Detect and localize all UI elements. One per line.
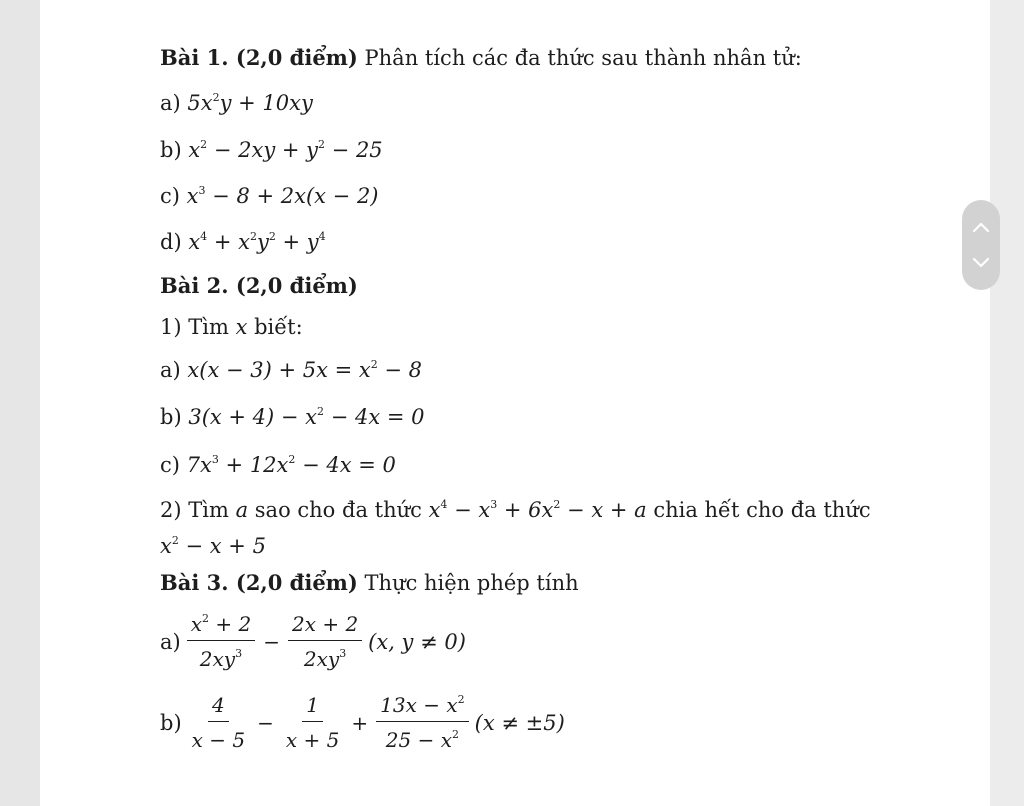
bai2-item-a [160, 357, 422, 383]
math-expression: $x^4 + x^2y^2 + y^4$ [188, 230, 326, 254]
denominator: x − 5 [191, 728, 246, 752]
bai3-item-b [160, 693, 565, 752]
numerator: $x^2 + 2$ [187, 612, 255, 641]
item-label: a) [160, 629, 181, 654]
item-label: c) [160, 184, 180, 208]
item-label: c) [160, 453, 180, 477]
item-label: b) [160, 138, 182, 162]
math-expression: $x^3 - 8 + 2x(x - 2)$ [186, 184, 379, 208]
bai2-title: Bài 2. (2,0 điểm) [160, 273, 358, 298]
item-label: d) [160, 230, 182, 254]
numerator: 2x + 2 [288, 612, 362, 641]
bai2-item-b [160, 404, 424, 430]
math-expression: $5x^2y + 10xy$ [187, 91, 313, 115]
bai2-part2-divisor [160, 533, 266, 559]
denominator: x + 5 [285, 728, 340, 752]
fraction [376, 693, 468, 752]
numerator: $13x - x^2$ [376, 693, 468, 722]
bai3-title: Bài 3. (2,0 điểm) [160, 570, 358, 595]
condition: (x, y ≠ 0) [368, 629, 466, 654]
math-expression: $x^2 - 2xy + y^2 - 25$ [188, 138, 383, 162]
math-expression: $x(x - 3) + 5x = x^2 - 8$ [187, 358, 423, 382]
bai2-heading [160, 273, 358, 299]
plus-sign: + [351, 710, 369, 735]
condition: (x ≠ ±5) [474, 710, 565, 735]
bai3-heading [160, 570, 579, 596]
bai2-part2 [160, 497, 871, 523]
math-variable: a [235, 498, 249, 522]
chevron-down-icon[interactable] [969, 251, 993, 275]
bai1-item-c [160, 183, 379, 209]
scroll-navigator [962, 200, 1000, 290]
bai3-item-a [160, 612, 466, 671]
bai2-item-c [160, 452, 396, 478]
document-page [40, 0, 990, 806]
part-label: 2) Tìm [160, 498, 229, 522]
part-suffix: biết: [254, 315, 303, 339]
chevron-up-icon[interactable] [969, 215, 993, 239]
fraction [188, 693, 249, 752]
bai1-item-b [160, 137, 383, 163]
part-label: 1) Tìm [160, 315, 229, 339]
viewer-margin [990, 0, 1024, 806]
math-expression: $x^2 - x + 5$ [160, 534, 266, 558]
denominator: $25 - x^2$ [385, 728, 459, 752]
minus-sign: − [257, 710, 274, 735]
fraction [288, 612, 362, 671]
fraction [282, 693, 343, 752]
fraction [187, 612, 255, 671]
math-expression: $3(x + 4) - x^2 - 4x = 0$ [188, 405, 425, 429]
numerator: 1 [302, 693, 323, 722]
item-label: a) [160, 91, 181, 115]
bai1-heading [160, 45, 802, 71]
bai1-title: Bài 1. (2,0 điểm) [160, 45, 358, 70]
bai1-prompt: Phân tích các đa thức sau thành nhân tử: [364, 46, 802, 70]
item-label: b) [160, 710, 182, 735]
math-expression: $7x^3 + 12x^2 - 4x = 0$ [186, 453, 396, 477]
denominator: $2xy^3$ [199, 647, 243, 671]
math-variable: x [235, 315, 248, 339]
item-label: b) [160, 405, 182, 429]
bai1-item-d [160, 229, 326, 255]
item-label: a) [160, 358, 181, 382]
bai2-part1 [160, 314, 303, 340]
bai3-prompt: Thực hiện phép tính [364, 571, 579, 595]
part-text: chia hết cho đa thức [653, 498, 871, 522]
math-expression: $x^4 - x^3 + 6x^2 - x + a$ [428, 498, 647, 522]
numerator: 4 [208, 693, 229, 722]
bai1-item-a [160, 90, 313, 116]
denominator: $2xy^3$ [303, 647, 347, 671]
part-text: sao cho đa thức [254, 498, 422, 522]
minus-sign: − [263, 629, 280, 654]
